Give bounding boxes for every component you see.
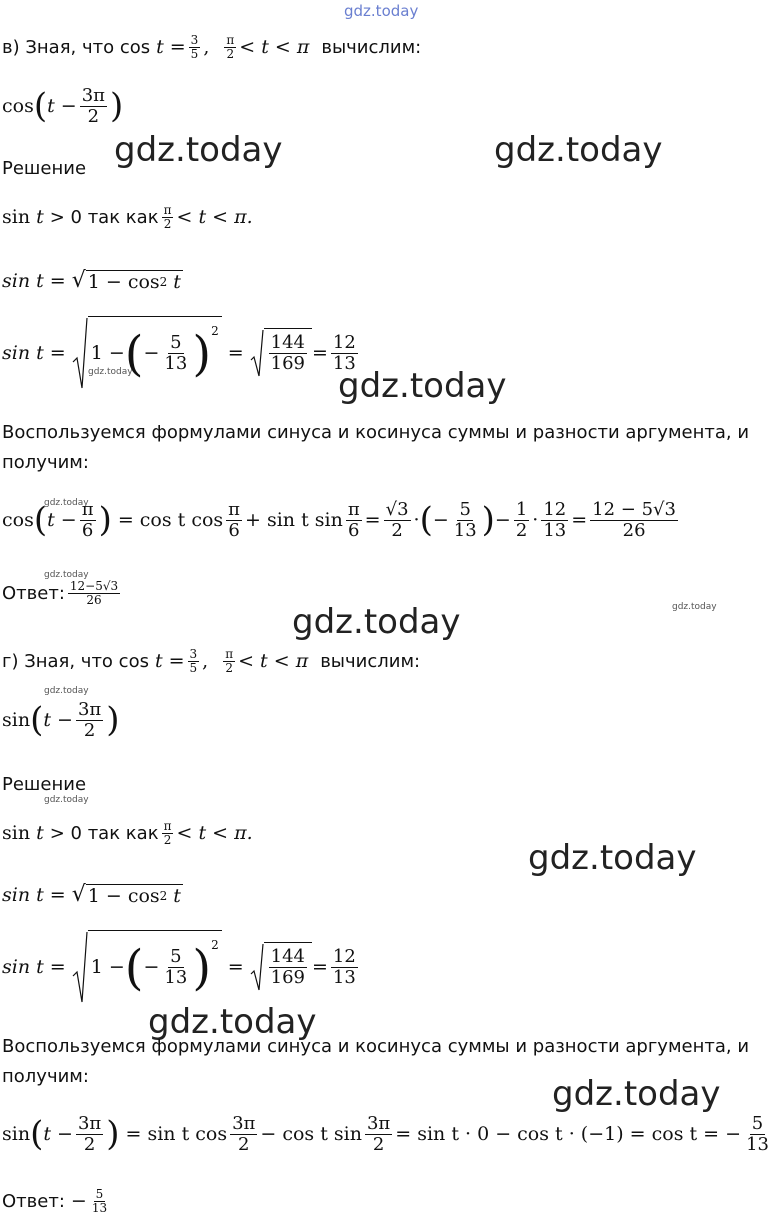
watermark: gdz.today xyxy=(114,130,283,170)
given-t: t xyxy=(156,36,164,59)
sin-positive-v: sin t > 0 так как $\frac{\pi}{2}$ < t < π. xyxy=(2,203,253,232)
task-fn: cos xyxy=(2,94,34,117)
answer-v: Ответ: $\frac{12-5√3}{26}$ xyxy=(2,579,119,608)
sin-formula-g: sin t = √ 1 − cos 2 t xyxy=(2,882,181,907)
formula-text-g-1: Воспользуемся формулами синуса и косинуса суммы и разности аргумента, и xyxy=(2,1036,750,1057)
sin-formula-v: sin t = √ 1 − cos 2 t xyxy=(2,268,181,293)
given-line-g: г) Зная, что cos t = $\frac{3}{5}$ , $\frac{\pi}{2}$ < t < π вычислим: xyxy=(2,647,421,676)
formula-text-v-1: Воспользуемся формулами синуса и косинуса суммы и разности аргумента, и xyxy=(2,422,750,443)
calc-line-v: cos ( t − $\frac{\pi}{6}$ ) = cos t cos $\frac{\pi}{6}$ + sin t sin $\frac{\pi}{6}$ = $\frac{√3}{2}$ · ( − $\frac{5}{13}$ ) − $\frac{1}{2}$ · $\frac{12}{13}$ = $\frac{12 - 5√3}{26}$ xyxy=(2,499,676,541)
compute-label: вычислим: xyxy=(321,36,422,58)
task-t: t − xyxy=(47,94,77,117)
answer-g: Ответ: − $\frac{5}{13}$ xyxy=(2,1187,108,1216)
formula-text-v-2: получим: xyxy=(2,452,89,473)
calc-line-g: sin ( t − $\frac{3\pi}{2}$ ) = sin t cos $\frac{3\pi}{2}$ − cos t sin $\frac{3\pi}{2}$ = sin t · 0 − cos t · (−1) = cos t = − $\frac{5}{13}$ xyxy=(2,1113,769,1155)
sin-calc-v: sin t = 1 − ( − $\frac{5}{13}$ ) 2 = $\frac{144}{169}$ = $\frac{12}{13}$ xyxy=(2,316,361,390)
range-text: < t < π xyxy=(239,36,310,59)
sin-calc-g: sin t = 1 − ( − $\frac{5}{13}$ ) 2 = $\frac{144}{169}$ = $\frac{12}{13}$ xyxy=(2,930,361,1004)
task-expression-g: sin ( t − $\frac{3\pi}{2}$ ) xyxy=(2,699,120,741)
pi-half-fraction: $\frac{\pi}{2}$ xyxy=(226,33,235,62)
watermark-small: gdz.today xyxy=(672,602,717,612)
watermark: gdz.today xyxy=(148,1002,317,1042)
given-eq: = xyxy=(169,36,186,59)
watermark: gdz.today xyxy=(338,366,507,406)
watermark: gdz.today xyxy=(494,130,663,170)
watermark-small: gdz.today xyxy=(44,795,89,805)
watermark-small: gdz.today xyxy=(44,498,89,508)
watermark: gdz.today xyxy=(292,602,461,642)
watermark-small: gdz.today xyxy=(44,570,89,580)
watermark-small: gdz.today xyxy=(44,686,89,696)
given-comma: , xyxy=(203,36,210,59)
given-line-v xyxy=(2,34,421,61)
watermark-small: gdz.today xyxy=(88,367,133,377)
watermark: gdz.today xyxy=(528,838,697,878)
watermark-top: gdz.today xyxy=(344,2,419,20)
task-fraction: $\frac{3\pi}{2}$ xyxy=(81,85,106,127)
sin-positive-g: sin t > 0 так как $\frac{\pi}{2}$ < t < π. xyxy=(2,819,253,848)
solution-heading-g: Решение xyxy=(2,774,87,795)
watermark: gdz.today xyxy=(552,1074,721,1114)
cos-value-fraction: $\frac{3}{5}$ xyxy=(190,33,199,62)
formula-text-g-2: получим: xyxy=(2,1066,89,1087)
solution-heading-v: Решение xyxy=(2,158,87,179)
task-expression-v: cos ( t − $\frac{3\pi}{2}$ ) xyxy=(2,85,124,127)
given-prefix: в) Зная, что cos xyxy=(2,36,151,58)
